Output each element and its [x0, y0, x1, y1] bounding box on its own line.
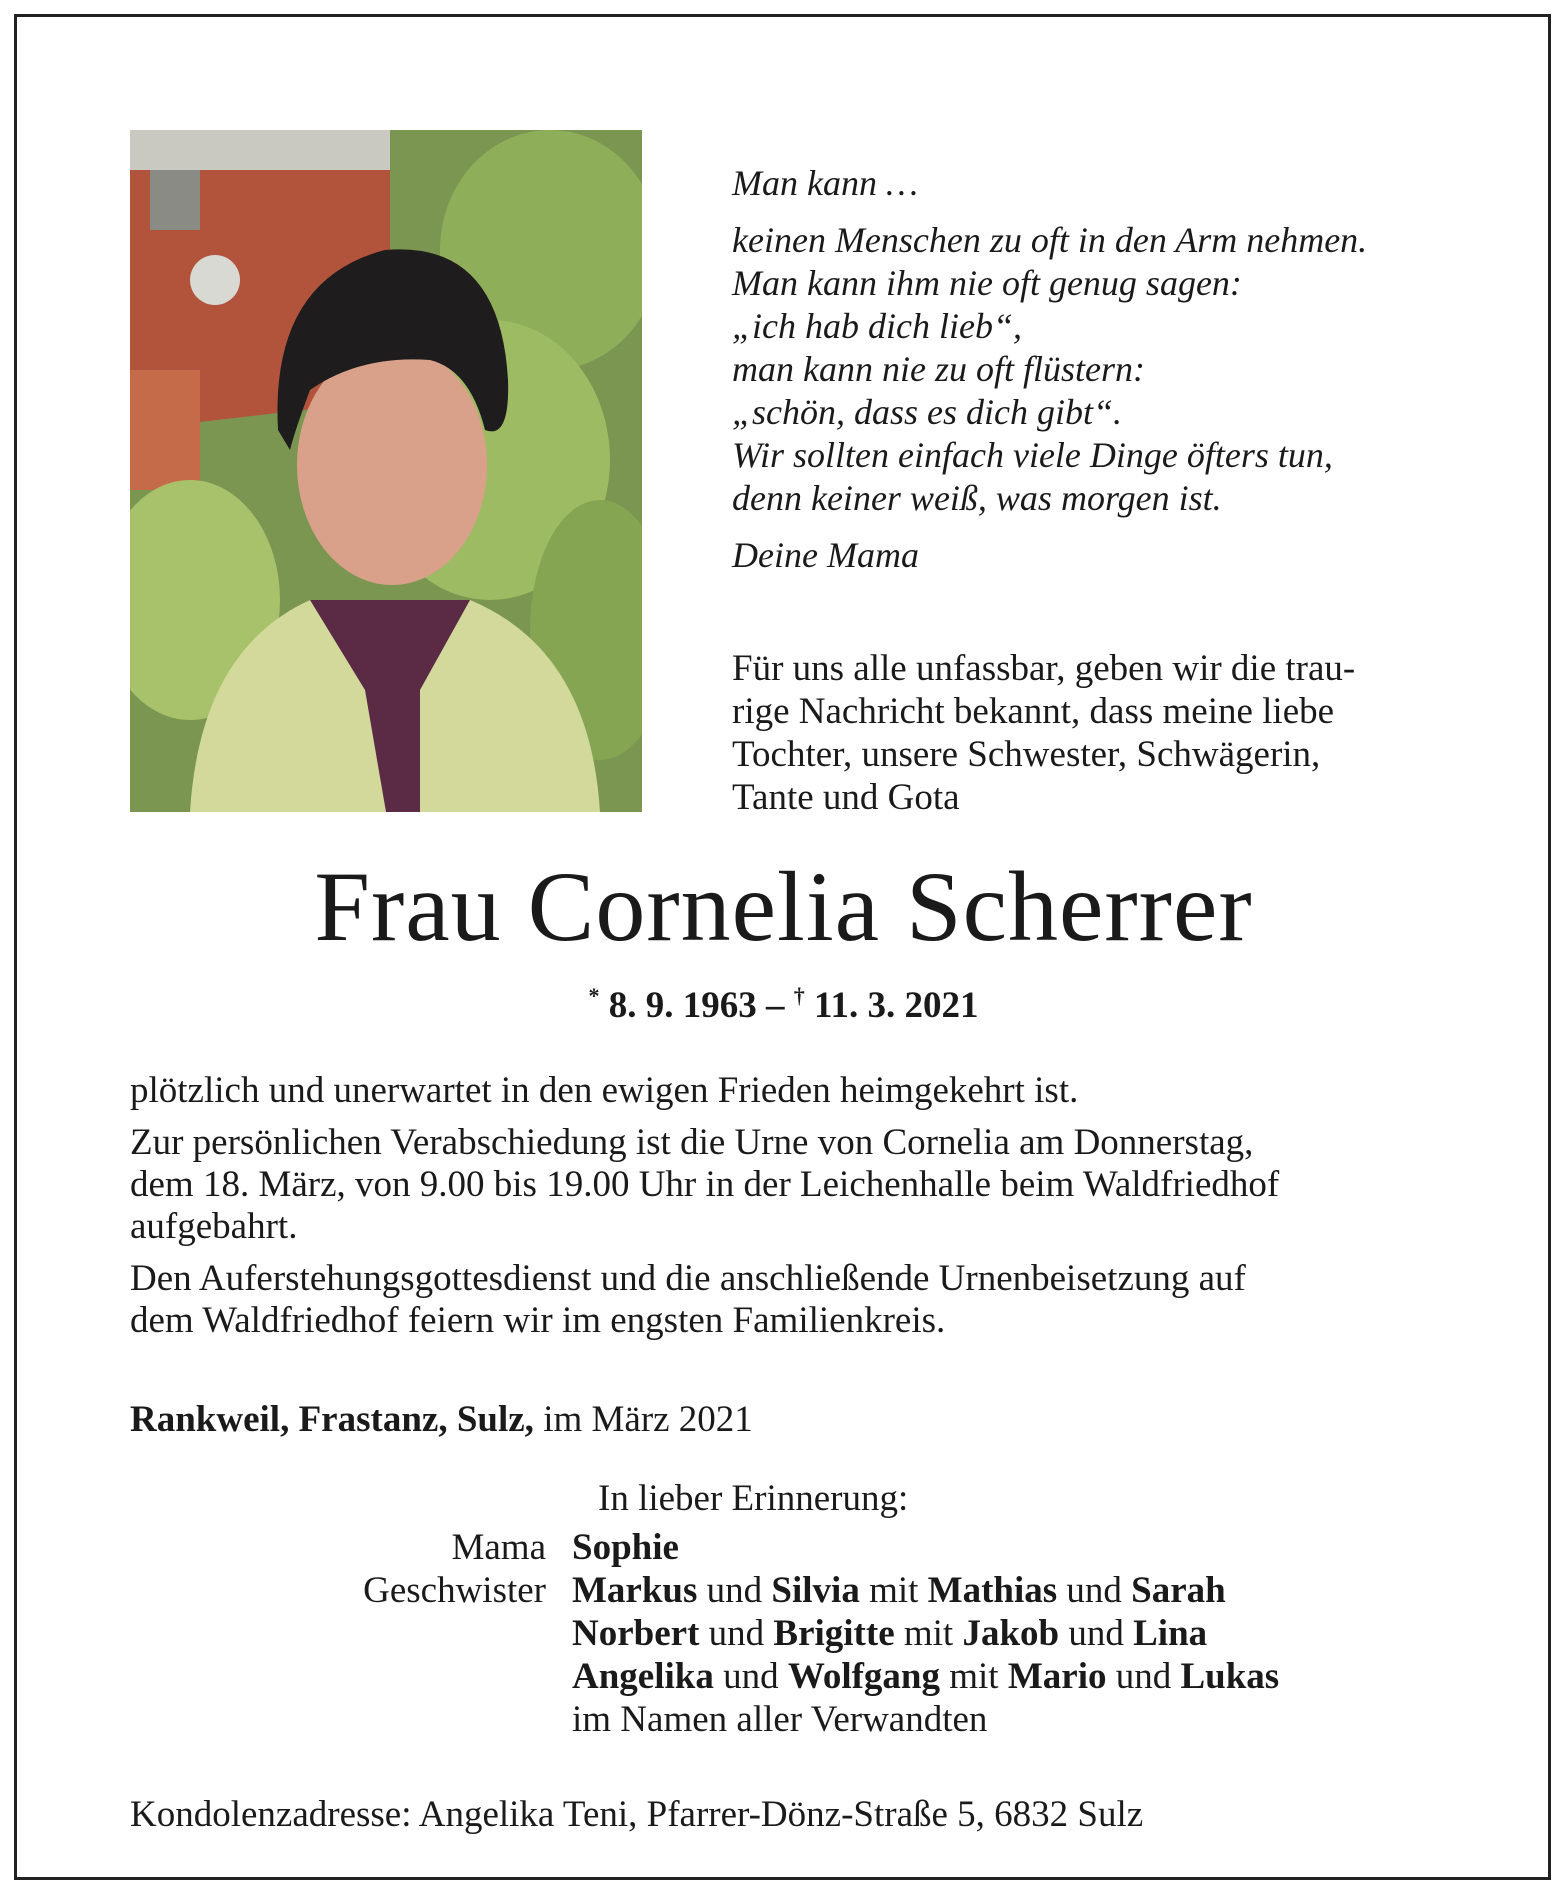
- announcement-line: Tante und Gota: [732, 777, 960, 818]
- body-line: Den Auferstehungsgottesdienst und die anschließende Urnenbeisetzung auf: [130, 1258, 1246, 1299]
- announcement-line: rige Nachricht bekannt, dass meine liebe: [732, 691, 1335, 732]
- mourner-name: Norbert: [572, 1613, 700, 1654]
- mourner-name: Sarah: [1131, 1570, 1226, 1611]
- mourner-row: [0, 1612, 1567, 1655]
- mourner-names: [572, 1569, 1567, 1612]
- poem-body: [732, 219, 1462, 520]
- connector: und: [708, 1613, 765, 1654]
- announcement: [732, 647, 1452, 819]
- mourner-name: Mathias: [927, 1570, 1058, 1611]
- mourner-name: Silvia: [771, 1570, 860, 1611]
- mourner-name: Sophie: [572, 1527, 679, 1568]
- mourner-name: Wolfgang: [787, 1656, 940, 1697]
- birth-date: 8. 9. 1963: [608, 985, 757, 1026]
- connector: und: [1068, 1613, 1124, 1654]
- body-line: dem Waldfriedhof feiern wir im engsten Familienkreis.: [130, 1300, 946, 1341]
- connector: mit: [903, 1613, 954, 1654]
- mourner-name: Markus: [572, 1570, 698, 1611]
- mourner-role-empty: [0, 1698, 572, 1741]
- announcement-line: Tochter, unsere Schwester, Schwägerin,: [732, 734, 1321, 775]
- poem-line: „ich hab dich lieb“,: [732, 306, 1022, 346]
- mourners-closing: im Namen aller Verwandten: [572, 1699, 988, 1740]
- mourner-row: [0, 1526, 1567, 1569]
- deceased-name: Frau Cornelia Scherrer: [314, 851, 1253, 962]
- condolence-address: Kondolenzadresse: Angelika Teni, Pfarrer-Dönz-Straße 5, 6832 Sulz: [130, 1794, 1144, 1835]
- poem-line: Man kann ihm nie oft genug sagen:: [732, 263, 1242, 303]
- mourner-row: [0, 1569, 1567, 1612]
- body-line: aufgebahrt.: [130, 1206, 298, 1247]
- poem: [732, 162, 1462, 577]
- mourner-row: [0, 1655, 1567, 1698]
- notice-body: [130, 1070, 1470, 1352]
- date-separator: –: [766, 985, 785, 1026]
- announcement-line: Für uns alle unfassbar, geben wir die trau-: [732, 648, 1356, 689]
- connector: mit: [949, 1656, 999, 1697]
- mourner-role: Geschwister: [363, 1570, 546, 1611]
- mourner-role: Mama: [451, 1527, 546, 1568]
- mourner-names: [572, 1655, 1567, 1698]
- mourner-names: [572, 1526, 1567, 1569]
- body-paragraph: [130, 1070, 1470, 1112]
- place-and-date: [130, 1398, 753, 1441]
- mourner-name: Mario: [1007, 1656, 1107, 1697]
- death-date: 11. 3. 2021: [814, 985, 979, 1026]
- mourner-role-empty: [0, 1655, 572, 1698]
- mourner-name: Jakob: [962, 1613, 1060, 1654]
- body-line: Zur persönlichen Verabschiedung ist die Urne von Cornelia am Donnerstag,: [130, 1122, 1254, 1163]
- death-symbol: †: [793, 983, 805, 1008]
- mourner-role-empty: [0, 1612, 572, 1655]
- birth-symbol: *: [588, 983, 600, 1008]
- connector: mit: [869, 1570, 919, 1611]
- mourner-name: Lina: [1133, 1613, 1208, 1654]
- poem-line: denn keiner weiß, was morgen ist.: [732, 478, 1222, 518]
- poem-line: keinen Menschen zu oft in den Arm nehmen.: [732, 220, 1368, 260]
- mourner-name: Brigitte: [773, 1613, 895, 1654]
- life-dates: [0, 983, 1567, 1027]
- body-line: dem 18. März, von 9.00 bis 19.00 Uhr in der Leichenhalle beim Waldfriedhof: [130, 1164, 1280, 1205]
- mourner-name: Lukas: [1180, 1656, 1280, 1697]
- poem-signature: Deine Mama: [732, 535, 919, 575]
- mourners-list: [0, 1526, 1567, 1741]
- memory-heading: In lieber Erinnerung:: [598, 1478, 909, 1519]
- connector: und: [706, 1570, 763, 1611]
- body-paragraph: [130, 1258, 1470, 1342]
- connector: und: [1115, 1656, 1172, 1697]
- body-line: plötzlich und unerwartet in den ewigen Frieden heimgekehrt ist.: [130, 1070, 1079, 1111]
- mourner-row: [0, 1698, 1567, 1741]
- place-towns: Rankweil, Frastanz, Sulz,: [130, 1399, 534, 1440]
- mourner-names: [572, 1612, 1567, 1655]
- place-date: im März 2021: [543, 1399, 753, 1440]
- portrait-photo: [130, 130, 642, 812]
- poem-line: Wir sollten einfach viele Dinge öfters tun,: [732, 435, 1333, 475]
- connector: und: [1066, 1570, 1122, 1611]
- poem-line: „schön, dass es dich gibt“.: [732, 392, 1123, 432]
- mourner-name: Angelika: [572, 1656, 714, 1697]
- connector: und: [723, 1656, 779, 1697]
- poem-intro: Man kann …: [732, 163, 918, 203]
- body-paragraph: [130, 1122, 1470, 1248]
- poem-line: man kann nie zu oft flüstern:: [732, 349, 1145, 389]
